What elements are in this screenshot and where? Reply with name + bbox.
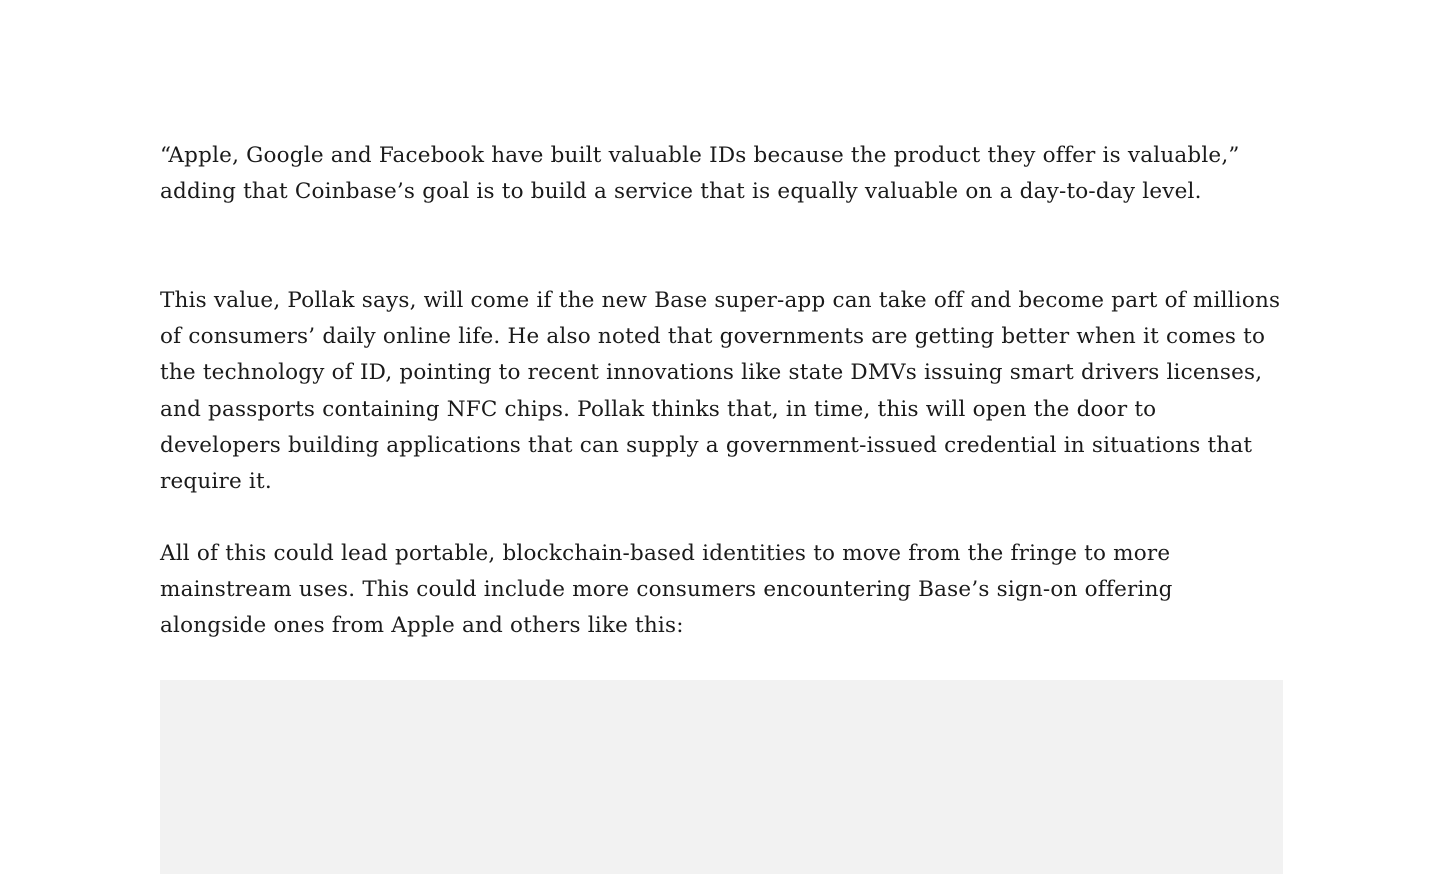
embedded-media-placeholder — [160, 680, 1283, 874]
article-paragraph: “Apple, Google and Facebook have built valuable IDs because the product they offer is valuable,” adding that Coinbase’s goal is to build a service that is equally valuable on a day-to-day level. — [160, 143, 1240, 205]
article-body — [160, 0, 1284, 874]
article-paragraph: This value, Pollak says, will come if the new Base super-app can take off and become part of millions of consumers’ daily online life. He also noted that governments are getting better when it comes to the technology of ID, pointing to recent innovations like state DMVs issuing smart drivers licenses, and passports containing NFC chips. Pollak thinks that, in time, this will open the door to developers building applications that can supply a government-issued credential in situations that require it. — [160, 288, 1281, 495]
article-paragraph: All of this could lead portable, blockchain-based identities to move from the fringe to more mainstream uses. This could include more consumers encountering Base’s sign-on offering alongside ones from Apple and others like this: — [160, 541, 1173, 639]
